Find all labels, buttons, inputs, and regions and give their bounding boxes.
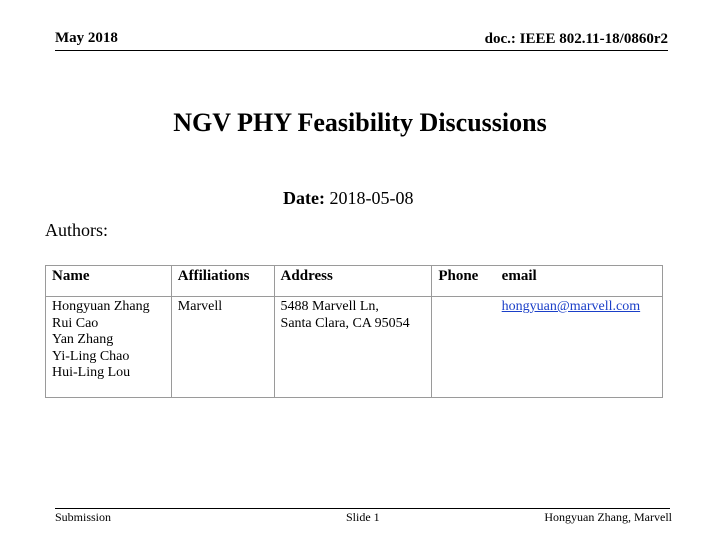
- email-cell: [496, 297, 663, 398]
- names-cell: [46, 297, 172, 398]
- header-divider: [55, 50, 668, 51]
- date-label: Date:: [283, 188, 325, 208]
- column-header-phone: Phone: [432, 266, 496, 297]
- author-name: Hongyuan Zhang: [52, 299, 150, 314]
- footer-slide-number: Slide 1: [346, 510, 380, 524]
- column-header-affiliations: Affiliations: [171, 266, 274, 297]
- header-date: May 2018: [55, 30, 118, 46]
- table-header-row: [46, 266, 663, 297]
- author-name: Yi-Ling Chao: [52, 348, 130, 364]
- header-doc-id: doc.: IEEE 802.11-18/0860r2: [484, 31, 668, 47]
- author-name: Hui-Ling Lou: [52, 365, 131, 380]
- address-line: 5488 Marvell Ln,: [280, 299, 379, 314]
- affiliation-cell: Marvell: [171, 297, 274, 398]
- author-name: Yan Zhang: [52, 332, 114, 347]
- slide-title: NGV PHY Feasibility Discussions: [173, 108, 547, 137]
- column-header-email: email: [496, 266, 663, 297]
- date-line: [283, 188, 413, 209]
- column-header-address: Address: [274, 266, 432, 297]
- footer-author: Hongyuan Zhang, Marvell: [544, 510, 672, 524]
- authors-table-container: [45, 265, 663, 399]
- footer-divider: [55, 508, 670, 509]
- address-line: Santa Clara, CA 95054: [280, 315, 410, 331]
- authors-label: Authors:: [45, 220, 108, 240]
- author-name: Rui Cao: [52, 315, 99, 331]
- authors-table: [45, 265, 663, 398]
- footer-submission: Submission: [55, 510, 112, 524]
- table-row: [46, 297, 663, 398]
- phone-cell: [432, 297, 496, 398]
- address-cell: [274, 297, 432, 398]
- column-header-name: Name: [46, 266, 172, 297]
- date-value: 2018-05-08: [329, 188, 414, 208]
- email-link[interactable]: hongyuan@marvell.com: [501, 299, 641, 314]
